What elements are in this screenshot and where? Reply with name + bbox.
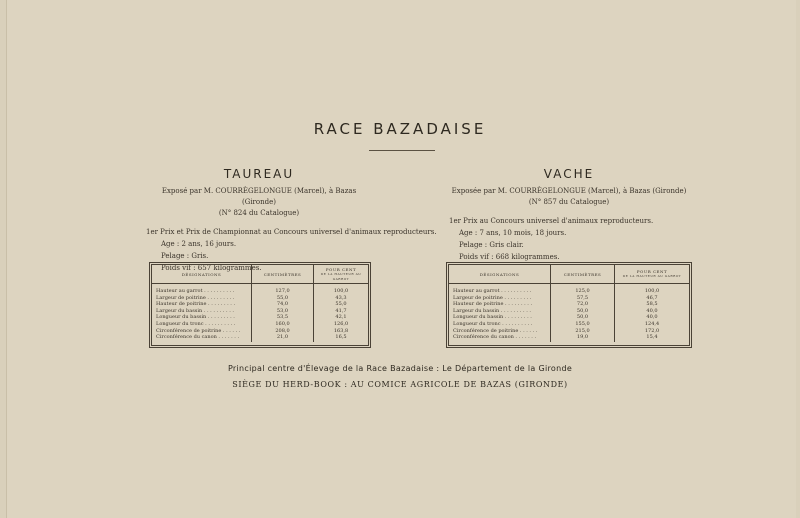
measurement-label: Largeur de poitrine . . . . . . . . . <box>156 294 235 301</box>
measurement-label: Hauteur au garrot . . . . . . . . . . <box>453 288 532 294</box>
measurement-percent: 42,1 <box>335 314 347 321</box>
taureau-section <box>146 167 437 274</box>
header-centimetres: CENTIMÈTRES <box>252 265 314 283</box>
designations-column <box>152 284 252 342</box>
measurement-percent: 163,8 <box>333 327 349 334</box>
measurement-label: Circonférence du canon . . . . . . . <box>453 334 537 341</box>
measurement-label: Largeur du bassin . . . . . . . . . . <box>453 307 531 314</box>
measurement-percent: 16,5 <box>335 334 347 341</box>
taureau-exhibitor: Exposé par M. COURRÈGELONGUE (Marcel), à Bazas (Gironde) <box>161 187 357 206</box>
measurement-cm: 215,0 <box>575 327 590 334</box>
measurement-label: Hauteur de poitrine . . . . . . . . . <box>453 301 533 308</box>
title-divider <box>369 150 435 151</box>
measurement-percent: 40,0 <box>646 314 658 321</box>
header-percent <box>314 265 368 283</box>
measurement-label: Circonférence de poitrine . . . . . . <box>453 327 538 334</box>
page-title: RACE BAZADAISE <box>313 120 487 138</box>
measurement-label: Longueur du bassin . . . . . . . . . <box>156 314 235 321</box>
measurement-label: Hauteur au garrot . . . . . . . . . . <box>156 288 235 294</box>
header-percent-label: POUR CENT <box>636 269 668 274</box>
taureau-pelage: Pelage : Gris. <box>161 252 209 260</box>
vache-exhibitor: Exposée par M. COURRÈGELONGUE (Marcel), à Bazas (Gironde) <box>451 187 687 195</box>
header-designations: DÉSIGNATIONS <box>152 265 252 283</box>
taureau-weight: Poids vif : 657 kilogrammes. <box>161 264 262 272</box>
measurement-percent: 100,0 <box>644 288 660 294</box>
vache-weight: Poids vif : 668 kilogrammes. <box>459 253 560 261</box>
measurement-label: Longueur du bassin . . . . . . . . . <box>453 314 532 321</box>
taureau-age: Age : 2 ans, 16 jours. <box>161 240 237 248</box>
table-body <box>152 284 368 342</box>
measurement-cm: 208,0 <box>275 327 290 334</box>
measurement-percent: 124,4 <box>644 320 660 327</box>
measurement-cm: 125,0 <box>575 288 590 294</box>
header-percent-sub: DE LA HAUTEUR AU GARROT <box>622 274 682 278</box>
taureau-heading: TAUREAU <box>223 167 295 181</box>
header-percent <box>615 265 689 283</box>
measurement-label: Circonférence du canon . . . . . . . <box>156 334 240 341</box>
measurement-label: Longueur du tronc . . . . . . . . . . <box>156 320 236 327</box>
measurement-cm: 53,5 <box>276 314 289 321</box>
percent-column <box>615 284 689 342</box>
measurement-percent: 41,7 <box>335 307 347 314</box>
centimetres-column <box>252 284 314 342</box>
taureau-catalogue: (N° 824 du Catalogue) <box>218 209 300 217</box>
measurement-percent: 55,0 <box>335 301 347 308</box>
vache-heading: VACHE <box>543 167 595 181</box>
header-centimetres: CENTIMÈTRES <box>551 265 615 283</box>
measurement-percent: 126,0 <box>333 320 349 327</box>
table-body <box>449 284 689 342</box>
measurement-cm: 21,0 <box>276 334 289 341</box>
measurement-label: Longueur du tronc . . . . . . . . . . <box>453 320 533 327</box>
table-header <box>449 265 689 284</box>
vache-pelage: Pelage : Gris clair. <box>459 241 524 249</box>
measurement-cm: 160,0 <box>275 320 290 327</box>
measurement-percent: 40,0 <box>646 307 658 314</box>
footer-breeding-centre: Principal centre d'Élevage de la Race Bazadaise : Le Département de la Gironde <box>227 364 573 373</box>
measurement-cm: 155,0 <box>575 320 590 327</box>
measurement-percent: 46,7 <box>646 294 658 301</box>
table-header <box>152 265 368 284</box>
measurement-percent: 58,5 <box>646 301 658 308</box>
vache-age: Age : 7 ans, 10 mois, 18 jours. <box>459 229 567 237</box>
header-designations: DÉSIGNATIONS <box>449 265 551 283</box>
measurement-percent: 15,4 <box>646 334 658 341</box>
taureau-measurements-table <box>151 264 369 346</box>
measurement-label: Circonférence de poitrine . . . . . . <box>156 327 241 334</box>
vache-section <box>445 167 693 263</box>
measurement-cm: 57,5 <box>576 294 589 301</box>
measurement-cm: 74,0 <box>276 301 289 308</box>
measurement-cm: 72,0 <box>576 301 589 308</box>
measurement-cm: 127,0 <box>275 288 290 294</box>
taureau-prize: 1er Prix et Prix de Championnat au Concours universel d'animaux reproducteurs. <box>146 228 437 236</box>
measurement-label: Largeur de poitrine . . . . . . . . . <box>453 294 532 301</box>
designations-column <box>449 284 551 342</box>
measurement-percent: 43,3 <box>335 294 347 301</box>
measurement-label: Largeur du bassin . . . . . . . . . . <box>156 307 234 314</box>
measurement-label: Hauteur de poitrine . . . . . . . . . <box>156 301 236 308</box>
footer-herd-book: SIÈGE DU HERD-BOOK : AU COMICE AGRICOLE DE BAZAS (GIRONDE) <box>232 380 568 389</box>
measurement-cm: 53,0 <box>276 307 289 314</box>
vache-prize: 1er Prix au Concours universel d'animaux reproducteurs. <box>449 217 654 225</box>
vache-catalogue: (N° 857 du Catalogue) <box>528 198 610 206</box>
measurement-cm: 19,0 <box>576 334 589 341</box>
percent-column <box>314 284 368 342</box>
measurement-cm: 50,0 <box>576 307 589 314</box>
header-percent-sub: DE LA HAUTEUR AU GARROT <box>320 271 362 281</box>
centimetres-column <box>551 284 615 342</box>
measurement-cm: 50,0 <box>576 314 589 321</box>
measurement-percent: 172,0 <box>644 327 660 334</box>
header-percent-label: POUR CENT <box>325 266 357 272</box>
vache-measurements-table <box>448 264 690 346</box>
measurement-percent: 100,0 <box>333 288 349 294</box>
measurement-cm: 55,0 <box>276 294 289 301</box>
vache-facts <box>459 227 693 263</box>
